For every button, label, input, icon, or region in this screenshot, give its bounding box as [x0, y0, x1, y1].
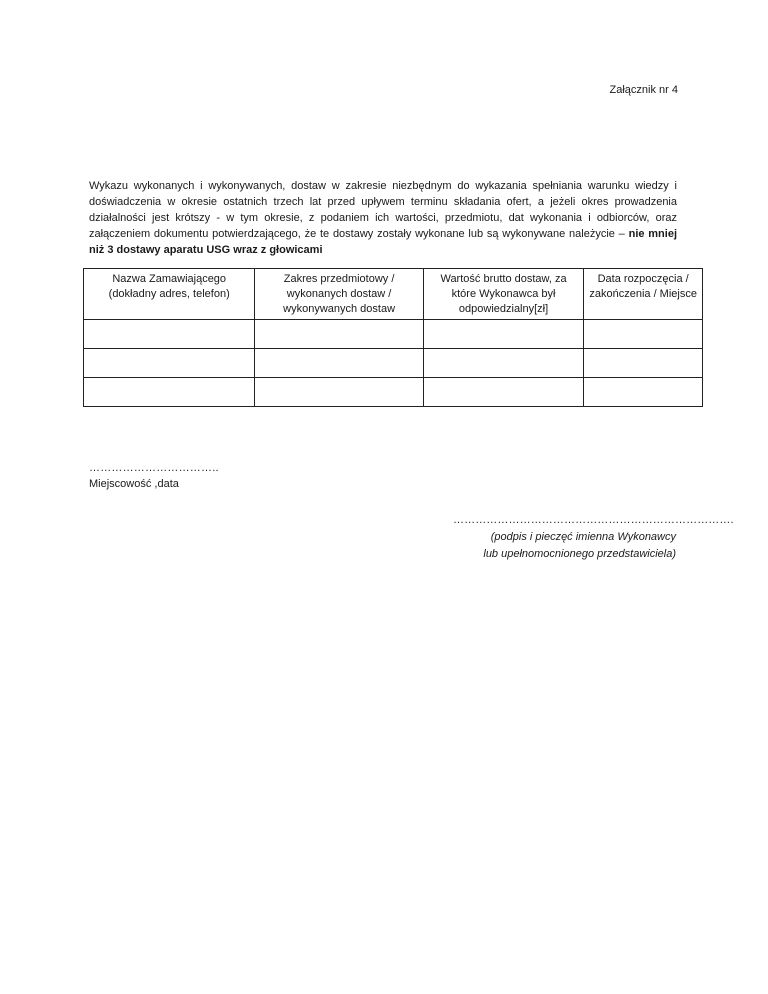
- table-cell[interactable]: [584, 349, 703, 378]
- header-client: Nazwa Zamawiającego (dokładny adres, telefon): [84, 269, 255, 320]
- table-header-row: [84, 269, 703, 320]
- deliveries-table: [83, 268, 703, 407]
- table-cell[interactable]: [423, 320, 584, 349]
- table-row: [84, 320, 703, 349]
- table-cell[interactable]: [584, 320, 703, 349]
- signature-caption-line-2: lub upełnomocnionego przedstawiciela): [483, 548, 676, 560]
- signature-caption: [483, 529, 676, 563]
- table-cell[interactable]: [584, 378, 703, 407]
- table-cell[interactable]: [84, 320, 255, 349]
- table-cell[interactable]: [255, 378, 423, 407]
- table-cell[interactable]: [84, 349, 255, 378]
- table-cell[interactable]: [423, 349, 584, 378]
- table-cell[interactable]: [255, 349, 423, 378]
- table-cell[interactable]: [423, 378, 584, 407]
- attachment-label: Załącznik nr 4: [609, 84, 678, 96]
- table-cell[interactable]: [255, 320, 423, 349]
- signature-dots: ………………………………………………………………….: [453, 514, 734, 526]
- intro-bold-text: nie mniej niż 3 dostawy aparatu USG wraz z głowicami: [89, 228, 678, 256]
- header-value: Wartość brutto dostaw, za które Wykonawca był odpowiedzialny[zł]: [423, 269, 584, 320]
- intro-text: Wykazu wykonanych i wykonywanych, dostaw w zakresie niezbędnym do wykazania spełniania warunku wiedzy i doświadczenia w okresie ostatnich trzech lat przed upływem terminu składania ofert, a jeżeli okres prowadzenia działalności jest krótszy - w tym okresie, z podaniem ich wartości, przedmiotu, dat wykonania i odbiorców, oraz załączeniem dokumentu potwierdzającego, że te dostawy zostały wykonane lub są wykonywane należycie –: [89, 180, 677, 240]
- signature-caption-line-1: (podpis i pieczęć imienna Wykonawcy: [490, 531, 676, 543]
- header-scope: Zakres przedmiotowy / wykonanych dostaw / wykonywanych dostaw: [255, 269, 423, 320]
- place-date-label: Miejscowość ,data: [89, 478, 179, 490]
- table-cell[interactable]: [84, 378, 255, 407]
- header-date-place: Data rozpoczęcia / zakończenia / Miejsce: [584, 269, 703, 320]
- table-row: [84, 349, 703, 378]
- place-date-dots: ……………………………..: [89, 462, 219, 474]
- table-row: [84, 378, 703, 407]
- intro-paragraph: [89, 178, 677, 258]
